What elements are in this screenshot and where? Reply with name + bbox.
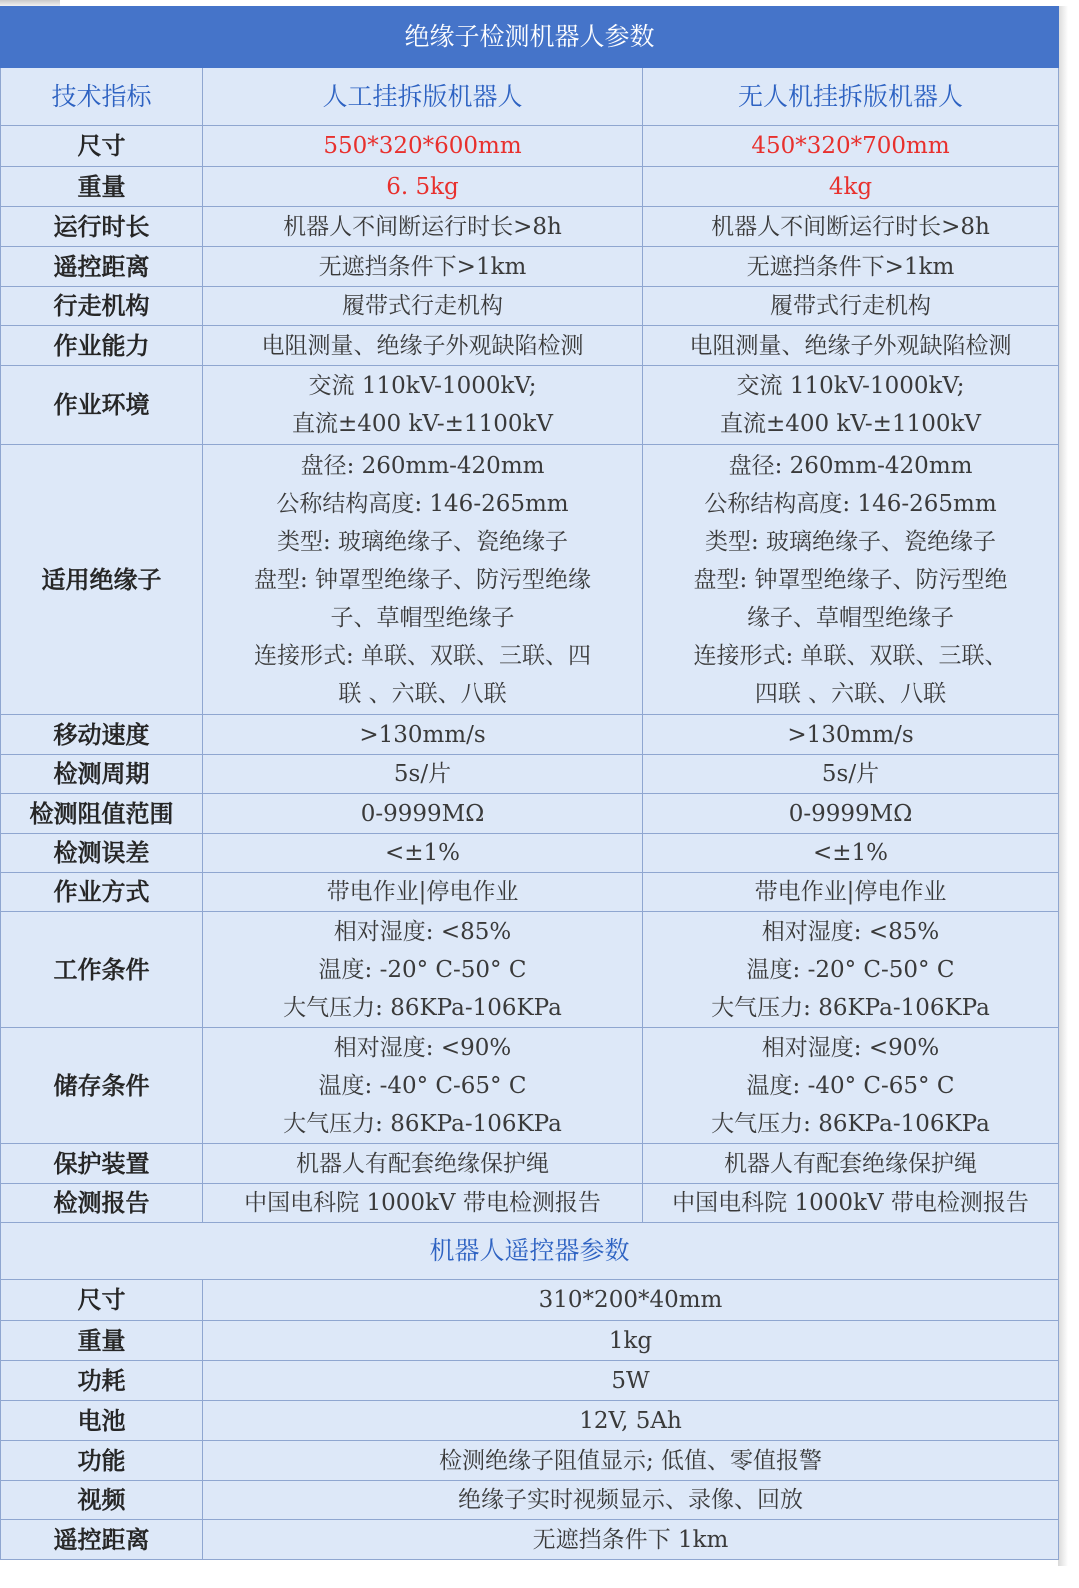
row-label: 作业方式 — [1, 873, 203, 912]
table-row — [1, 126, 1059, 167]
table-row — [1, 1184, 1059, 1223]
remote-row-label: 重量 — [1, 1321, 203, 1361]
cell-line: 机器人不间断运行时长>8h — [283, 213, 562, 240]
table-row — [1, 1144, 1059, 1184]
manual-robot-value — [203, 167, 643, 207]
cell-line: 交流 110kV-1000kV; — [736, 373, 965, 399]
remote-row — [1, 1401, 1059, 1441]
drone-robot-value — [643, 326, 1059, 366]
drone-robot-value — [643, 247, 1059, 287]
spec-table — [0, 6, 1059, 1560]
manual-robot-value — [203, 873, 643, 912]
remote-row — [1, 1280, 1059, 1321]
row-label: 重量 — [1, 167, 203, 207]
remote-row — [1, 1481, 1059, 1520]
remote-row-label: 视频 — [1, 1481, 203, 1520]
cell-line: 相对湿度: <85% — [761, 918, 940, 945]
cell-line: 大气压力: 86KPa-106KPa — [283, 1110, 562, 1137]
drone-robot-value — [643, 834, 1059, 873]
row-label: 检测阻值范围 — [1, 794, 203, 834]
drone-robot-value — [643, 207, 1059, 247]
manual-robot-value — [203, 834, 643, 873]
cell-line: <±1% — [812, 840, 889, 866]
cell-line: 公称结构高度: 146-265mm — [704, 490, 997, 517]
remote-section-title-row — [1, 1223, 1059, 1280]
remote-row-value: 310*200*40mm — [203, 1280, 1059, 1321]
remote-row-label: 电池 — [1, 1401, 203, 1441]
cell-line: <±1% — [384, 840, 461, 866]
table-row — [1, 794, 1059, 834]
row-label: 尺寸 — [1, 126, 203, 167]
cell-line: 带电作业|停电作业 — [326, 879, 519, 905]
cell-line: 带电作业|停电作业 — [754, 879, 947, 905]
row-label: 保护装置 — [1, 1144, 203, 1184]
remote-row-value: 绝缘子实时视频显示、录像、回放 — [203, 1481, 1059, 1520]
cell-line: 550*320*600mm — [323, 133, 522, 159]
cell-line: 类型: 玻璃绝缘子、瓷绝缘子 — [276, 528, 569, 555]
cell-line: 相对湿度: <85% — [333, 918, 512, 945]
cell-line: 机器人有配套绝缘保护绳 — [724, 1150, 977, 1177]
cell-line: >130mm/s — [359, 721, 486, 748]
drone-robot-value — [643, 1184, 1059, 1223]
row-label: 作业能力 — [1, 326, 203, 366]
row-label: 作业环境 — [1, 366, 203, 445]
drone-robot-value — [643, 715, 1059, 755]
cell-line: 机器人有配套绝缘保护绳 — [296, 1150, 549, 1177]
remote-row — [1, 1441, 1059, 1481]
cell-line: 0-9999MΩ — [360, 800, 485, 827]
remote-row-label: 功能 — [1, 1441, 203, 1481]
remote-row-label: 功耗 — [1, 1361, 203, 1401]
header-drone-robot: 无人机挂拆版机器人 — [643, 68, 1059, 126]
remote-row-value: 12V, 5Ah — [203, 1401, 1059, 1441]
spec-table-container — [0, 6, 1058, 1560]
cell-line: 温度: -20° C-50° C — [746, 956, 955, 983]
manual-robot-value — [203, 366, 643, 445]
cell-line: 450*320*700mm — [751, 133, 950, 159]
cell-line: 连接形式: 单联、双联、三联、四 — [253, 642, 592, 669]
cell-line: 类型: 玻璃绝缘子、瓷绝缘子 — [704, 528, 997, 555]
cell-line: 0-9999MΩ — [788, 800, 913, 827]
cell-line: 电阻测量、绝缘子外观缺陷检测 — [689, 332, 1012, 359]
manual-robot-value — [203, 912, 643, 1028]
cell-line: 相对湿度: <90% — [761, 1034, 940, 1061]
remote-row-label: 遥控距离 — [1, 1520, 203, 1560]
drone-robot-value — [643, 873, 1059, 912]
table-row — [1, 366, 1059, 445]
drone-robot-value — [643, 445, 1059, 715]
manual-robot-value — [203, 1028, 643, 1144]
cell-line: 6. 5kg — [386, 173, 459, 200]
cell-line: 相对湿度: <90% — [333, 1034, 512, 1061]
table-row — [1, 755, 1059, 794]
manual-robot-value — [203, 755, 643, 794]
cell-line: 温度: -40° C-65° C — [318, 1072, 527, 1099]
table-row — [1, 912, 1059, 1028]
drone-robot-value — [643, 1144, 1059, 1184]
table-row — [1, 445, 1059, 715]
cell-line: 大气压力: 86KPa-106KPa — [283, 994, 562, 1021]
cell-line: 交流 110kV-1000kV; — [308, 373, 537, 399]
cell-line: 直流±400 kV-±1100kV — [291, 411, 554, 437]
row-label: 检测误差 — [1, 834, 203, 873]
header-spec: 技术指标 — [1, 68, 203, 126]
cell-line: 公称结构高度: 146-265mm — [276, 490, 569, 517]
cell-line: 无遮挡条件下>1km — [318, 253, 527, 280]
row-label: 储存条件 — [1, 1028, 203, 1144]
remote-row — [1, 1520, 1059, 1560]
cell-line: >130mm/s — [787, 721, 914, 748]
manual-robot-value — [203, 1144, 643, 1184]
row-label: 工作条件 — [1, 912, 203, 1028]
manual-robot-value — [203, 445, 643, 715]
row-label: 适用绝缘子 — [1, 445, 203, 715]
cell-line: 履带式行走机构 — [770, 293, 931, 319]
manual-robot-value — [203, 715, 643, 755]
manual-robot-value — [203, 207, 643, 247]
cell-line: 四联 、六联、八联 — [754, 680, 947, 707]
table-row — [1, 326, 1059, 366]
drone-robot-value — [643, 287, 1059, 326]
remote-row-label: 尺寸 — [1, 1280, 203, 1321]
cell-line: 大气压力: 86KPa-106KPa — [711, 994, 990, 1021]
table-row — [1, 167, 1059, 207]
drone-robot-value — [643, 755, 1059, 794]
row-label: 移动速度 — [1, 715, 203, 755]
cell-line: 大气压力: 86KPa-106KPa — [711, 1110, 990, 1137]
cell-line: 机器人不间断运行时长>8h — [711, 213, 990, 240]
table-row — [1, 247, 1059, 287]
cell-line: 无遮挡条件下>1km — [746, 253, 955, 280]
drone-robot-value — [643, 912, 1059, 1028]
drone-robot-value — [643, 794, 1059, 834]
table-row — [1, 715, 1059, 755]
row-label: 遥控距离 — [1, 247, 203, 287]
table-row — [1, 1028, 1059, 1144]
table-row — [1, 207, 1059, 247]
cell-line: 4kg — [828, 173, 873, 200]
cell-line: 盘径: 260mm-420mm — [728, 452, 973, 479]
manual-robot-value — [203, 247, 643, 287]
cell-line: 电阻测量、绝缘子外观缺陷检测 — [261, 332, 584, 359]
drone-robot-value — [643, 366, 1059, 445]
cell-line: 缘子、草帽型绝缘子 — [747, 604, 954, 631]
drone-robot-value — [643, 167, 1059, 207]
remote-row-value: 检测绝缘子阻值显示; 低值、零值报警 — [203, 1441, 1059, 1481]
cell-line: 盘径: 260mm-420mm — [300, 452, 545, 479]
drone-robot-value — [643, 1028, 1059, 1144]
manual-robot-value — [203, 1184, 643, 1223]
table-header-row — [1, 68, 1059, 126]
remote-row-value: 无遮挡条件下 1km — [203, 1520, 1059, 1560]
right-edge-shadow — [1058, 6, 1068, 1566]
cell-line: 盘型: 钟罩型绝缘子、防污型绝缘 — [253, 566, 592, 593]
cell-line: 5s/片 — [393, 761, 452, 787]
remote-section-title: 机器人遥控器参数 — [1, 1223, 1059, 1280]
manual-robot-value — [203, 126, 643, 167]
remote-row — [1, 1321, 1059, 1361]
header-manual-robot: 人工挂拆版机器人 — [203, 68, 643, 126]
row-label: 检测周期 — [1, 755, 203, 794]
cell-line: 连接形式: 单联、双联、三联、 — [693, 642, 1008, 669]
remote-row-value: 5W — [203, 1361, 1059, 1401]
table-row — [1, 287, 1059, 326]
table-title: 绝缘子检测机器人参数 — [1, 7, 1059, 68]
manual-robot-value — [203, 326, 643, 366]
cell-line: 直流±400 kV-±1100kV — [719, 411, 982, 437]
cell-line: 子、草帽型绝缘子 — [330, 604, 515, 631]
cell-line: 中国电科院 1000kV 带电检测报告 — [244, 1190, 601, 1216]
row-label: 检测报告 — [1, 1184, 203, 1223]
remote-row-value: 1kg — [203, 1321, 1059, 1361]
cell-line: 联 、六联、八联 — [338, 680, 507, 707]
drone-robot-value — [643, 126, 1059, 167]
row-label: 运行时长 — [1, 207, 203, 247]
cell-line: 5s/片 — [821, 761, 880, 787]
cell-line: 履带式行走机构 — [342, 293, 503, 319]
spec-table-body — [1, 7, 1059, 1560]
cell-line: 中国电科院 1000kV 带电检测报告 — [672, 1190, 1029, 1216]
manual-robot-value — [203, 794, 643, 834]
cell-line: 温度: -40° C-65° C — [746, 1072, 955, 1099]
table-row — [1, 834, 1059, 873]
cell-line: 盘型: 钟罩型绝缘子、防污型绝 — [693, 566, 1008, 593]
manual-robot-value — [203, 287, 643, 326]
table-title-row — [1, 7, 1059, 68]
table-row — [1, 873, 1059, 912]
remote-row — [1, 1361, 1059, 1401]
row-label: 行走机构 — [1, 287, 203, 326]
cell-line: 温度: -20° C-50° C — [318, 956, 527, 983]
